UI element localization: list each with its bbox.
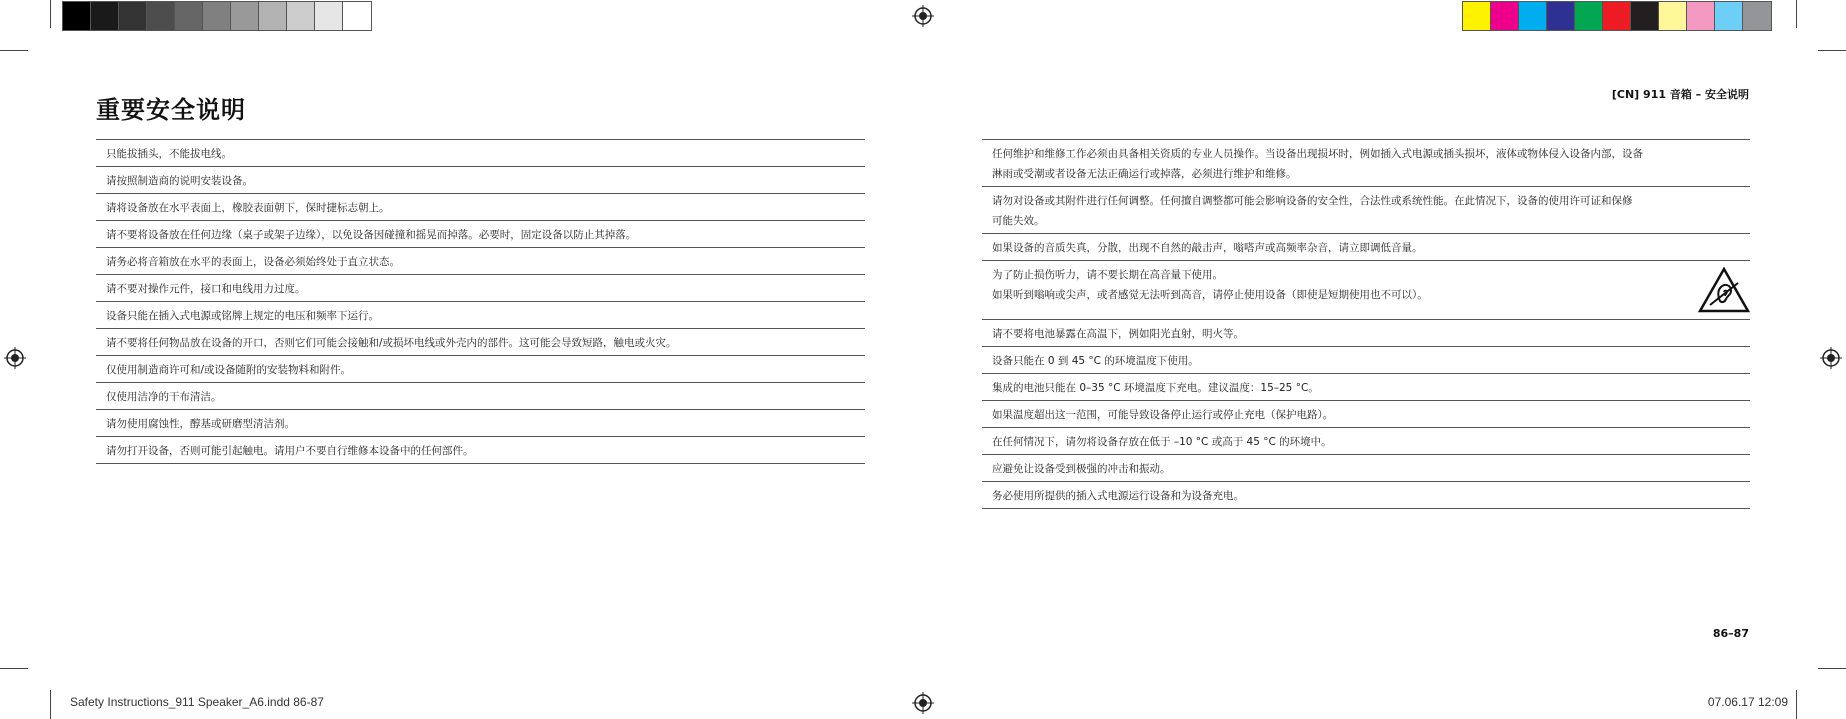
crop-mark: [0, 50, 28, 51]
instruction-item: [982, 347, 1750, 374]
instruction-line: 淋雨或受潮或者设备无法正确运行或掉落，必须进行维护和维修。: [992, 168, 1297, 180]
instruction-item: [982, 428, 1750, 455]
instruction-item: 请勿使用腐蚀性，醇基或研磨型清洁剂。: [96, 410, 865, 437]
instruction-item: [982, 401, 1750, 428]
color-swatch: [1687, 2, 1715, 30]
instruction-line: 可能失效。: [992, 215, 1045, 227]
grayscale-bar: [62, 1, 372, 31]
color-swatch: [175, 2, 203, 30]
instruction-line: 在任何情况下，请勿将设备存放在低于 –10 °C 或高于 45 °C 的环境中。: [992, 436, 1332, 448]
instruction-item: 只能拔插头，不能拔电线。: [96, 140, 865, 167]
instruction-item: 仅使用制造商许可和/或设备随附的安装物料和附件。: [96, 356, 865, 383]
instruction-item: 请不要将任何物品放在设备的开口，否则它们可能会接触和/或损坏电线或外壳内的部件。这可能会导致短路，触电或火灾。: [96, 329, 865, 356]
color-swatch: [1575, 2, 1603, 30]
color-swatch: [231, 2, 259, 30]
color-bar: [1462, 1, 1772, 31]
color-swatch: [1519, 2, 1547, 30]
instruction-item: [982, 455, 1750, 482]
file-slug: Safety Instructions_911 Speaker_A6.indd 86-87: [70, 695, 324, 709]
instruction-item: [982, 320, 1750, 347]
instruction-item: 请务必将音箱放在水平的表面上，设备必须始终处于直立状态。: [96, 248, 865, 275]
instruction-item: [982, 374, 1750, 401]
color-swatch: [119, 2, 147, 30]
left-instruction-list: [96, 139, 865, 464]
instruction-item: 请将设备放在水平表面上，橡胶表面朝下，保时捷标志朝上。: [96, 194, 865, 221]
color-swatch: [1463, 2, 1491, 30]
instruction-item: 设备只能在插入式电源或铭牌上规定的电压和频率下运行。: [96, 302, 865, 329]
color-swatch: [203, 2, 231, 30]
crop-mark: [50, 0, 51, 28]
registration-mark-icon: [912, 692, 934, 714]
instruction-line: 请不要将电池暴露在高温下，例如阳光直射，明火等。: [992, 328, 1244, 340]
crop-mark: [0, 668, 28, 669]
color-swatch: [1547, 2, 1575, 30]
instruction-line: 应避免让设备受到极强的冲击和振动。: [992, 463, 1171, 475]
crop-mark: [1796, 0, 1797, 28]
crop-mark: [1818, 50, 1846, 51]
color-swatch: [63, 2, 91, 30]
color-swatch: [1631, 2, 1659, 30]
instruction-item: 请勿打开设备，否则可能引起触电。请用户不要自行维修本设备中的任何部件。: [96, 437, 865, 464]
registration-mark-icon: [1820, 347, 1842, 369]
instruction-line: 如果温度超出这一范围，可能导致设备停止运行或停止充电（保护电路）。: [992, 409, 1334, 421]
instruction-item: 请按照制造商的说明安装设备。: [96, 167, 865, 194]
page-title: 重要安全说明: [96, 96, 246, 124]
color-swatch: [259, 2, 287, 30]
crop-mark: [1818, 668, 1846, 669]
color-swatch: [315, 2, 343, 30]
page-number: 86–87: [1712, 627, 1749, 640]
crop-mark: [1796, 690, 1797, 719]
instruction-item: [982, 187, 1750, 234]
instruction-line: 请勿对设备或其附件进行任何调整。任何擅自调整都可能会影响设备的安全性，合法性或系统性能。在此情况下，设备的使用许可证和保修: [992, 195, 1633, 207]
color-swatch: [1491, 2, 1519, 30]
registration-mark-icon: [912, 5, 934, 27]
running-head: [CN] 911 音箱 – 安全说明: [1611, 88, 1749, 101]
instruction-line: 务必使用所提供的插入式电源运行设备和为设备充电。: [992, 490, 1244, 502]
instruction-line: 如果听到嗡响或尖声，或者感觉无法听到高音，请停止使用设备（即使是短期使用也不可以）。: [992, 289, 1428, 301]
color-swatch: [1659, 2, 1687, 30]
color-swatch: [91, 2, 119, 30]
instruction-line: 设备只能在 0 到 45 °C 的环境温度下使用。: [992, 355, 1199, 367]
instruction-line: 为了防止损伤听力，请不要长期在高音量下使用。: [992, 269, 1223, 281]
registration-mark-icon: [4, 347, 26, 369]
instruction-line: 集成的电池只能在 0–35 °C 环境温度下充电。建议温度：15–25 °C。: [992, 382, 1319, 394]
crop-mark: [50, 690, 51, 719]
color-swatch: [343, 2, 371, 30]
color-swatch: [1603, 2, 1631, 30]
instruction-item: [982, 261, 1750, 320]
instruction-item: [982, 140, 1750, 187]
instruction-line: 如果设备的音质失真，分散，出现不自然的敲击声，嗡嗒声或高频率杂音，请立即调低音量。: [992, 242, 1423, 254]
color-swatch: [147, 2, 175, 30]
instruction-item: 请不要将设备放在任何边缘（桌子或架子边缘），以免设备因碰撞和摇晃而掉落。必要时，固定设备以防止其掉落。: [96, 221, 865, 248]
color-swatch: [287, 2, 315, 30]
instruction-item: 仅使用洁净的干布清洁。: [96, 383, 865, 410]
date-time-slug: 07.06.17 12:09: [1707, 695, 1788, 709]
instruction-item: [982, 482, 1750, 509]
color-swatch: [1715, 2, 1743, 30]
right-instruction-list: [982, 139, 1750, 509]
instruction-item: 请不要对操作元件，接口和电线用力过度。: [96, 275, 865, 302]
hearing-warning-icon: [1698, 267, 1750, 313]
instruction-line: 任何维护和维修工作必须由具备相关资质的专业人员操作。当设备出现损坏时，例如插入式电源或插头损坏，液体或物体侵入设备内部，设备: [992, 148, 1643, 160]
instruction-item: [982, 234, 1750, 261]
color-swatch: [1743, 2, 1771, 30]
